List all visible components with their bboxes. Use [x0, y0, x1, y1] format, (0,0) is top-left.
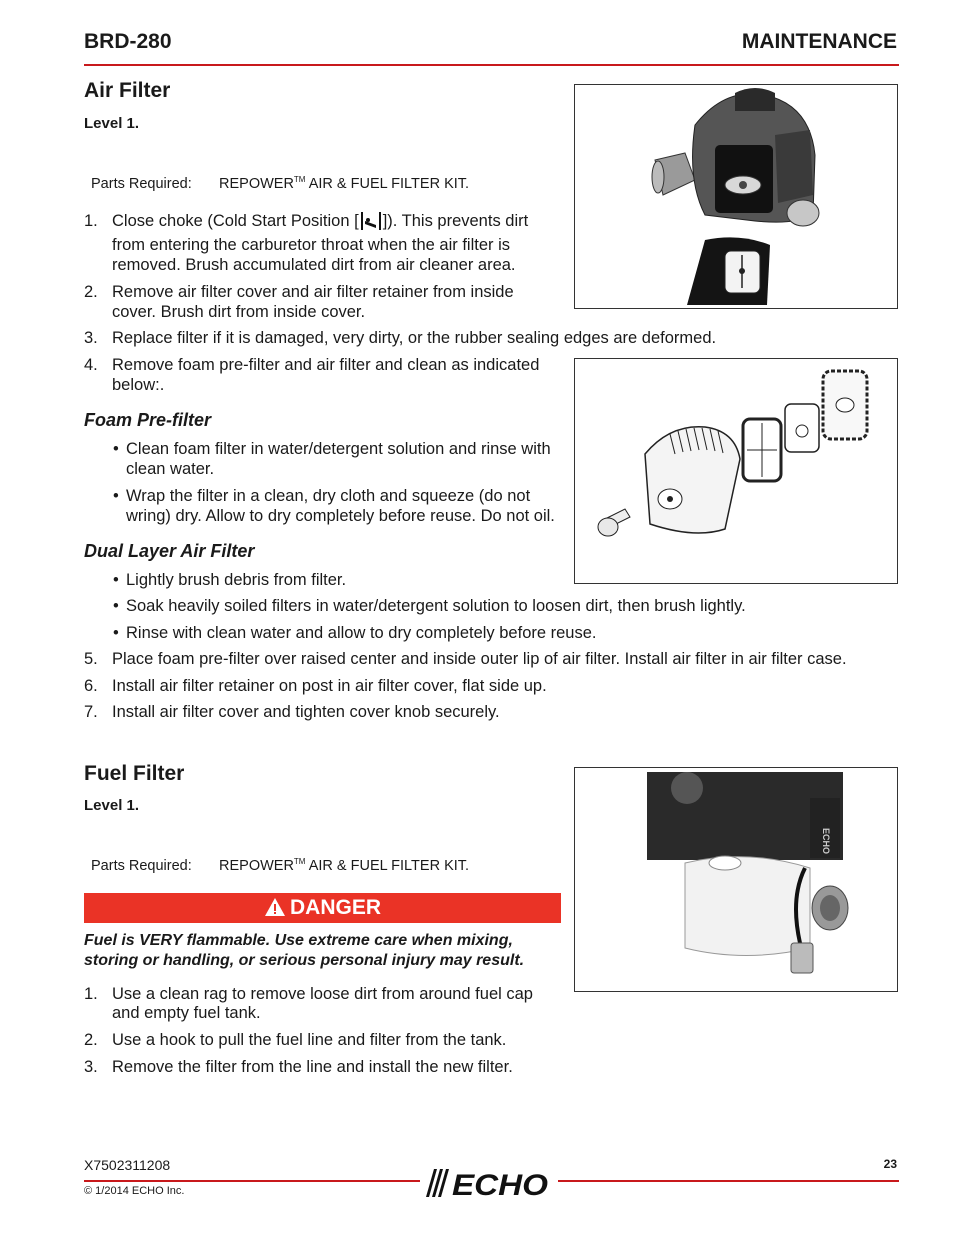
header-rule: [84, 64, 899, 66]
bullet: •: [113, 487, 119, 505]
warning-triangle-icon: [264, 896, 286, 926]
parts-value: REPOWER™ AIR & FUEL FILTER KIT.: [219, 175, 470, 192]
svg-text:ECHO: ECHO: [821, 828, 831, 855]
svg-text:ECHO: ECHO: [452, 1169, 548, 1199]
air-filter-parts-required: [91, 175, 469, 192]
bullet: •: [113, 624, 119, 642]
footer-rule-left: [84, 1180, 420, 1182]
page-number: 23: [883, 1157, 897, 1171]
fuel-filter-heading: Fuel Filter: [84, 762, 185, 785]
choke-cold-start-icon: [360, 211, 382, 231]
parts-label: Parts Required:: [91, 175, 192, 192]
echo-logo: [424, 1167, 556, 1199]
bullet: •: [113, 597, 119, 615]
copyright: © 1/2014 ECHO Inc.: [84, 1185, 185, 1197]
footer-rule-right: [558, 1180, 899, 1182]
model-title: BRD-280: [84, 30, 172, 53]
dual-layer-heading: Dual Layer Air Filter: [84, 541, 255, 561]
fuel-tank-image: [574, 767, 898, 992]
fuel-filter-level: Level 1.: [84, 797, 140, 814]
danger-banner: [84, 893, 561, 923]
fuel-warning-line-2: storing or handling, or serious personal injury may result.: [84, 952, 525, 969]
bullet: •: [113, 440, 119, 458]
part-number: X7502311208: [84, 1157, 171, 1173]
air-filter-heading: Air Filter: [84, 79, 171, 102]
dual-bullet-1: Lightly brush debris from filter.: [126, 571, 347, 589]
fuel-filter-parts-required: Parts Required: REPOWER™ AIR & FUEL FILTER KIT.: [91, 857, 470, 874]
engine-illustration: [575, 85, 897, 308]
air-filter-exploded-illustration: [575, 359, 897, 583]
dual-bullet-2: Soak heavily soiled filters in water/detergent solution to loosen dirt, then brush lightly.: [126, 597, 746, 615]
section-title: MAINTENANCE: [741, 30, 897, 53]
fuel-tank-illustration: [575, 768, 897, 991]
foam-prefilter-heading: Foam Pre-filter: [84, 410, 212, 430]
foam-bullet-2: Wrap the filter in a clean, dry cloth and squeeze (do not: [126, 487, 531, 505]
engine-air-filter-image: [574, 84, 898, 309]
air-filter-parts-image: [574, 358, 898, 584]
air-filter-level: Level 1.: [84, 115, 140, 132]
bullet: •: [113, 571, 119, 589]
fuel-warning-line-1: Fuel is VERY flammable. Use extreme care when mixing,: [84, 932, 513, 949]
dual-bullet-3: Rinse with clean water and allow to dry completely before reuse.: [126, 624, 597, 642]
foam-bullet-1: Clean foam filter in water/detergent solution and rinse with: [126, 440, 551, 458]
danger-label: DANGER: [289, 896, 381, 919]
